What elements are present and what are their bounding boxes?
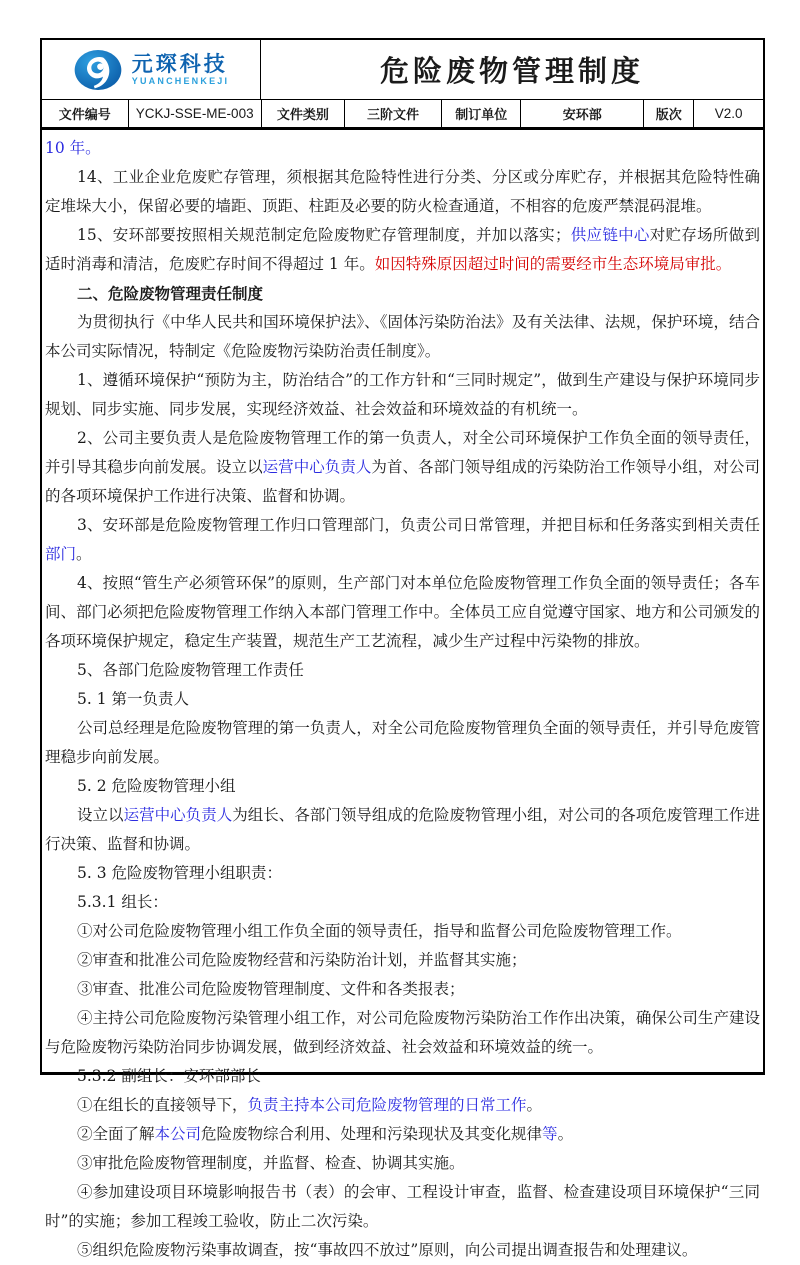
meta-value-doc-number: YCKJ-SSE-ME-003 [129,100,262,127]
highlighted-link-text: 供应链中心 [570,226,650,244]
paragraph [45,946,760,975]
text-run: ③审批危险废物管理制度，并监督、检查、协调其实施。 [77,1154,465,1172]
paragraph [45,888,760,917]
paragraph [45,366,760,424]
text-run: 为组长、各部门领导组成的危险废物管理小组，对公司的各项危废管理工作进行决策、监督和协调。 [45,806,760,853]
meta-label-version: 版次 [644,100,694,127]
document-page [40,38,765,1259]
text-run: 设立以 [77,806,124,824]
meta-value-doc-category: 三阶文件 [345,100,442,127]
paragraph [45,1120,760,1149]
paragraph [45,511,760,569]
paragraph [45,134,760,163]
text-run: 5.3.2 副组长：安环部部长 [77,1067,261,1085]
highlighted-link-text: 运营中心负责人 [123,806,233,824]
text-run: 1、遵循环境保护“预防为主，防治结合”的工作方针和“三同时规定”，做到生产建设与保护环境同步规划、同步实施、同步发展，实现经济效益、社会效益和环境效益的有机统一。 [45,371,760,418]
text-run: 4、按照“管生产必须管环保”的原则，生产部门对本单位危险废物管理工作负全面的领导责任；各车间、部门必须把危险废物管理工作纳入本部门管理工作中。全体员工应自觉遵守国家、地方和公司颁发的各项环境保护规定，稳定生产装置，规范生产工艺流程，减少生产过程中污染物的排放。 [45,574,760,650]
highlighted-link-text: 部门 [45,545,77,563]
alert-text: 如因特殊原因超过时间的需要经市生态环境局审批。 [374,255,732,273]
text-run: ①对公司危险废物管理小组工作负全面的领导责任，指导和监督公司危险废物管理工作。 [77,922,682,940]
paragraph [45,656,760,685]
meta-value-version: V2.0 [714,106,743,121]
highlighted-link-text: 本公司 [154,1125,202,1143]
paragraph [45,424,760,511]
paragraph [45,569,760,656]
highlighted-link-text: 等 [542,1125,558,1143]
document-title: 危险废物管理制度 [379,54,644,88]
text-run: ①在组长的直接领导下， [77,1096,248,1114]
text-run: 5. 1 第一负责人 [77,690,190,708]
paragraph [45,1004,760,1062]
paragraph [45,308,760,366]
text-run: 5. 3 危险废物管理小组职责： [77,864,283,882]
text-run: 14、工业企业危废贮存管理，须根据其危险特性进行分类、分区或分库贮存，并根据其危险特性确定堆垛大小，保留必要的墙距、顶距、柱距及必要的防火检查通道，不相容的危废严禁混码混堆。 [45,168,760,215]
text-run: ④主持公司危险废物污染管理小组工作，对公司危险废物污染防治工作作出决策，确保公司生产建设与危险废物污染防治同步协调发展，做到经济效益、社会效益和环境效益的统一。 [45,1009,760,1056]
text-run: 5.3.1 组长： [77,893,168,911]
brand-name-en: YUANCHENKEJI [131,75,230,86]
text-run: 5. 2 危险废物管理小组 [77,777,236,795]
paragraph [45,1178,760,1236]
paragraph [45,772,760,801]
paragraph [45,917,760,946]
paragraph [45,801,760,859]
text-run: ⑤组织危险废物污染事故调查，按“事故四不放过”原则，向公司提出调查报告和处理建议。 [77,1241,698,1259]
text-run: 2、公司主要负责人是危险废物管理工作的第一负责人，对全公司环境保护工作负全面的领导责任，并引导其稳步向前发展。设立以 [45,429,760,476]
highlighted-link-text: 负责主持本公司危险废物管理的日常工作 [247,1096,527,1114]
paragraph [45,1091,760,1120]
text-run: ②审查和批准公司危险废物经营和污染防治计划，并监督其实施； [77,951,527,969]
meta-label-doc-category: 文件类别 [262,100,345,127]
text-run: 为首、各部门领导组成的污染防治工作领导小组，对公司的各项环境保护工作进行决策、监督和协调。 [45,458,760,505]
logo-cell [42,40,261,99]
document-meta-row [42,100,763,130]
text-run: 为贯彻执行《中华人民共和国环境保护法》、《固体污染防治法》及有关法律、法规，保护环境，结合本公司实际情况，特制定《危险废物污染防治责任制度》。 [45,313,760,360]
meta-label-doc-number: 文件编号 [42,100,129,127]
brand-name-cn: 元琛科技 [131,51,228,76]
document-body [42,130,763,1265]
section-heading [45,279,760,308]
text-run: 公司总经理是危险废物管理的第一负责人，对全公司危险废物管理负全面的领导责任，并引导危废管理稳步向前发展。 [45,719,760,766]
meta-value-issuing-dept: 安环部 [521,100,644,127]
text-run: ④参加建设项目环境影响报告书（表）的会审、工程设计审查，监督、检查建设项目环境保护“三同时”的实施；参加工程竣工验收，防止二次污染。 [45,1183,760,1230]
paragraph [45,221,760,279]
logo-text [131,51,230,86]
highlighted-link-text: 10 年。 [45,139,101,157]
paragraph [45,975,760,1004]
text-run: 15、安环部要按照相关规范制定危险废物贮存管理制度，并加以落实； [77,226,571,244]
text-run: 。 [557,1125,574,1143]
paragraph [45,685,760,714]
text-run: 3、安环部是危险废物管理工作归口管理部门，负责公司日常管理，并把目标和任务落实到相关责任 [77,516,760,534]
paragraph [45,1149,760,1178]
document-header [42,40,763,100]
paragraph [45,1236,760,1265]
meta-label-issuing-dept: 制订单位 [442,100,521,127]
text-run: ②全面了解 [77,1125,155,1143]
text-run: 。 [76,545,92,563]
text-run: 危险废物综合利用、处理和污染现状及其变化规律 [201,1125,543,1143]
highlighted-link-text: 运营中心负责人 [262,458,372,476]
paragraph [45,859,760,888]
text-run: 5、各部门危险废物管理工作责任 [77,661,304,679]
text-run: 对贮存场所做到适时消毒和清洁，危废贮存时间不得超过 1 年。 [45,226,760,273]
paragraph [45,714,760,772]
paragraph [45,1062,760,1091]
paragraph [45,163,760,221]
text-run: 二、危险废物管理责任制度 [77,284,264,303]
swirl-logo-icon [73,48,123,92]
text-run: 。 [526,1096,543,1114]
text-run: ③审查、批准公司危险废物管理制度、文件和各类报表； [77,980,465,998]
